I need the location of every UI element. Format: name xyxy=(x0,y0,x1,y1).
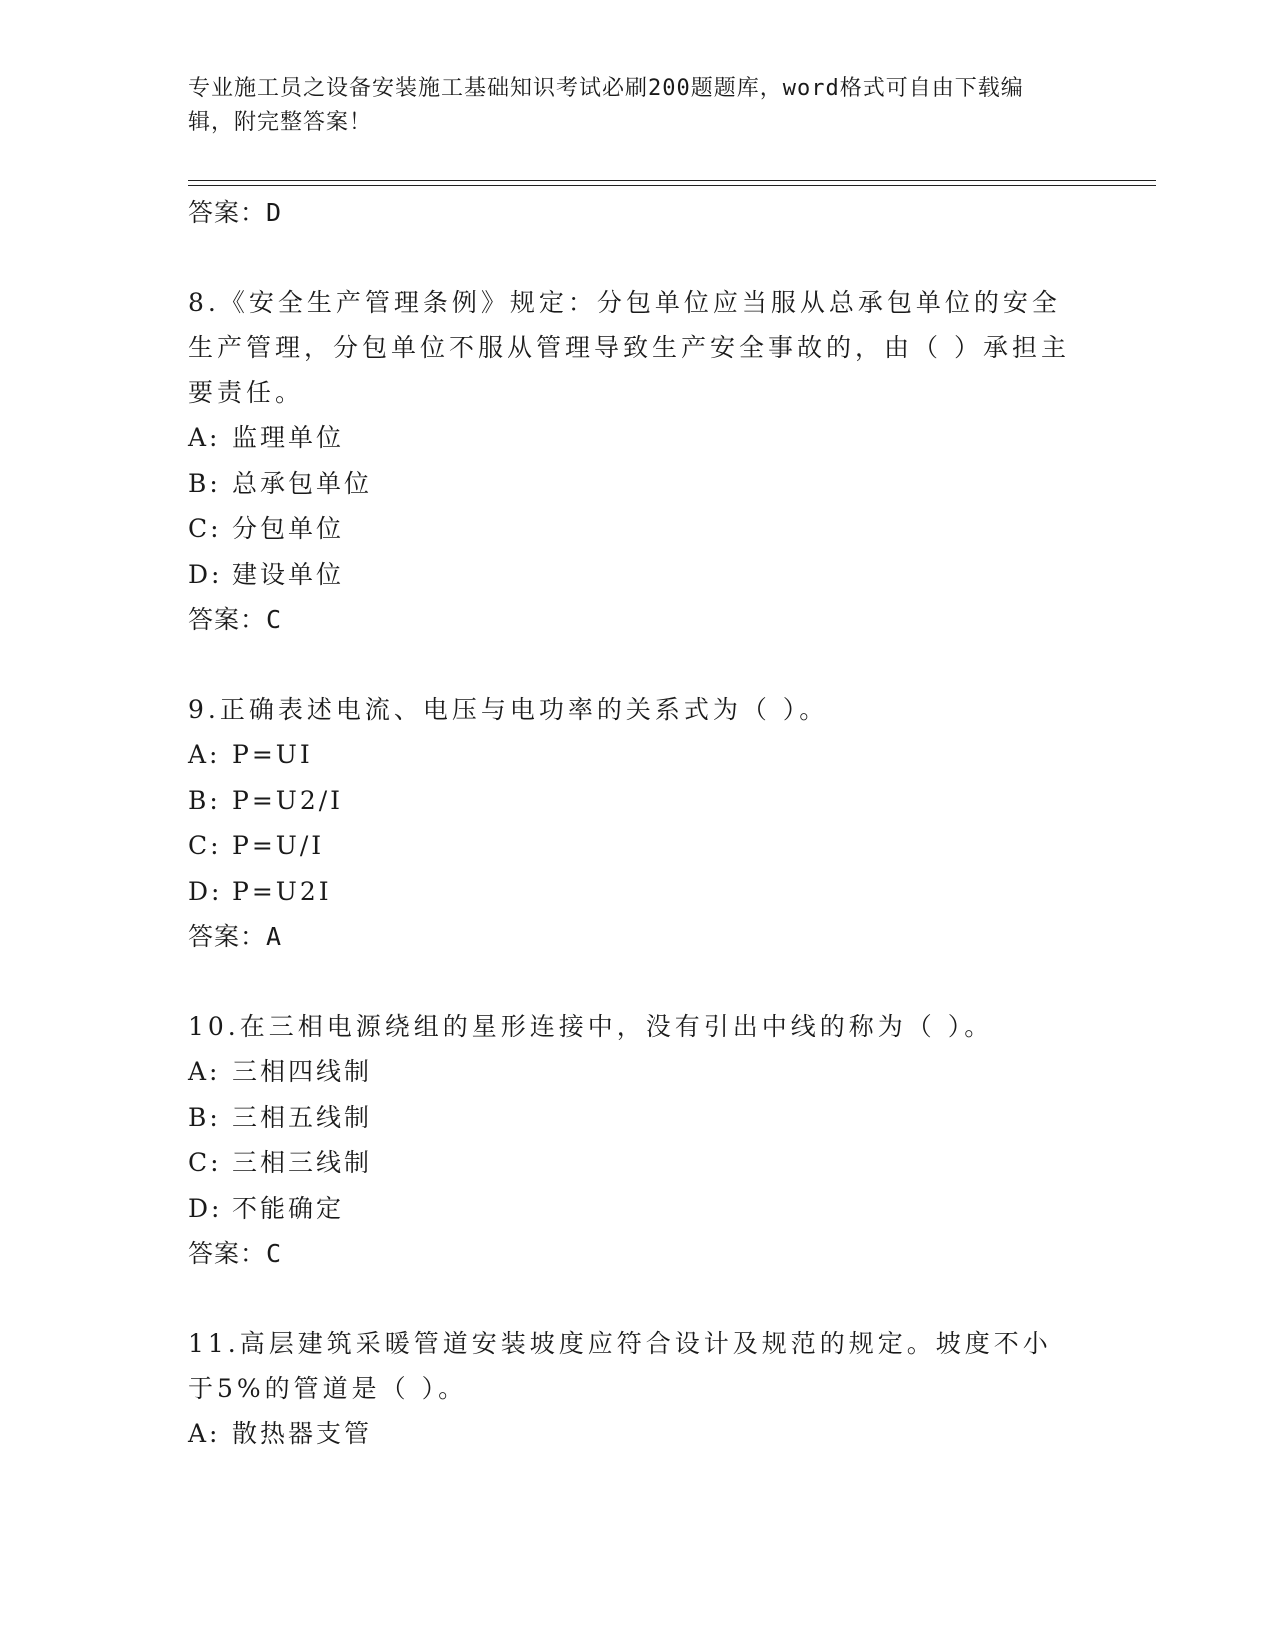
option-c xyxy=(188,823,1088,869)
option-c xyxy=(188,1140,1088,1186)
question-text: 11.高层建筑采暖管道安装坡度应符合设计及规范的规定。坡度不小于5%的管道是（ ）。 xyxy=(188,1329,1052,1403)
option-b xyxy=(188,461,1088,507)
question-10 xyxy=(188,1004,1088,1277)
option-key: A: xyxy=(188,423,221,452)
question-text: 10.在三相电源绕组的星形连接中，没有引出中线的称为（ ）。 xyxy=(188,1012,994,1041)
option-a xyxy=(188,732,1088,778)
option-text: 散热器支管 xyxy=(232,1419,373,1448)
option-b xyxy=(188,778,1088,824)
option-d xyxy=(188,1186,1088,1232)
option-key: C: xyxy=(188,514,222,543)
option-key: A: xyxy=(188,1057,221,1086)
option-text: 三相三线制 xyxy=(232,1148,373,1177)
option-b xyxy=(188,1095,1088,1141)
question-text: 9.正确表述电流、电压与电功率的关系式为（ ）。 xyxy=(188,695,829,724)
option-text: 不能确定 xyxy=(232,1193,345,1223)
option-key: A: xyxy=(188,1419,221,1448)
option-key: D: xyxy=(188,559,223,589)
option-a xyxy=(188,1411,1088,1457)
option-key: A: xyxy=(188,740,221,769)
option-text: P=UI xyxy=(232,740,313,769)
document-header: 专业施工员之设备安装施工基础知识考试必刷200题题库，word格式可自由下载编辑，附完整答案！ xyxy=(188,76,1024,135)
question-11 xyxy=(188,1321,1088,1457)
answer-line: 答案：C xyxy=(188,1239,283,1268)
header-divider-bottom xyxy=(188,185,1156,186)
option-key: D: xyxy=(188,1193,223,1223)
option-text: 三相四线制 xyxy=(232,1057,373,1086)
option-c xyxy=(188,506,1088,552)
option-d xyxy=(188,552,1088,598)
question-text: 8.《安全生产管理条例》规定：分包单位应当服从总承包单位的安全生产管理，分包单位不服从管理导致生产安全事故的，由（ ）承担主要责任。 xyxy=(188,288,1070,407)
option-text: P=U2I xyxy=(232,876,332,906)
option-text: 建设单位 xyxy=(232,559,345,589)
document-body xyxy=(188,190,1088,1457)
option-key: B: xyxy=(188,468,221,498)
option-text: 三相五线制 xyxy=(232,1102,373,1132)
option-text: P=U2/I xyxy=(232,785,344,815)
option-key: C: xyxy=(188,1148,222,1177)
question-9 xyxy=(188,687,1088,960)
question-8 xyxy=(188,280,1088,643)
option-a xyxy=(188,415,1088,461)
option-key: B: xyxy=(188,1102,221,1132)
option-key: B: xyxy=(188,785,221,815)
option-text: P=U/I xyxy=(232,831,325,860)
answer-line: 答案：A xyxy=(188,922,283,951)
option-text: 监理单位 xyxy=(232,423,345,452)
option-key: D: xyxy=(188,876,223,906)
option-d xyxy=(188,869,1088,915)
option-text: 总承包单位 xyxy=(232,468,373,498)
option-a xyxy=(188,1049,1088,1095)
header-divider-top xyxy=(188,180,1156,181)
answer-line: 答案：D xyxy=(188,198,283,227)
answer-line: 答案：C xyxy=(188,605,283,634)
option-text: 分包单位 xyxy=(232,514,345,543)
option-key: C: xyxy=(188,831,222,860)
